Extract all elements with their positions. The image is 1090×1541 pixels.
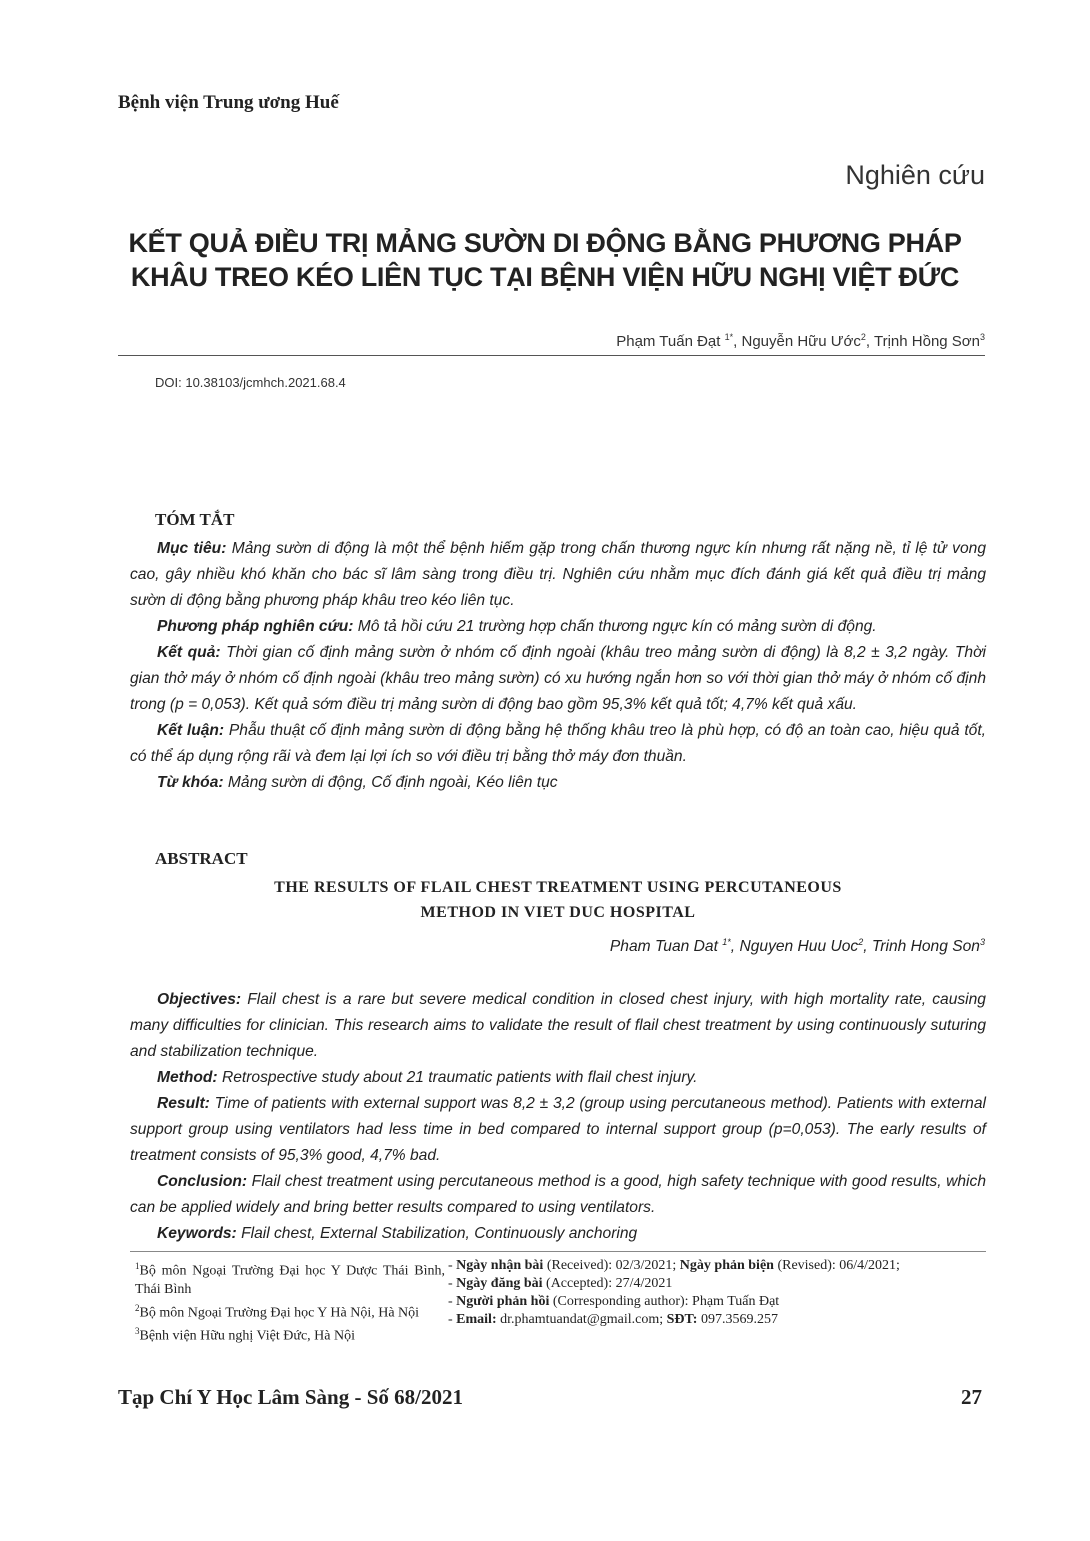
paragraph-label: Từ khóa:	[157, 774, 224, 791]
paragraph-text: Time of patients with external support was 8,2 ± 3,2 (group using percutaneous method). Patients with external support group using ventilators had less time in bed compared to internal support group (p=0,053). The early results of treatment consists of 95,3% good, 4,7% bad.	[130, 1095, 986, 1164]
author: Nguyễn Hữu Ước	[741, 333, 861, 350]
author: Phạm Tuấn Đạt	[616, 333, 721, 350]
paragraph-label: Keywords:	[157, 1225, 237, 1242]
paragraph-label: Phương pháp nghiên cứu:	[157, 618, 354, 635]
affiliation: $^2$Bộ môn Ngoại Trường Đại học Y Hà Nội, Hà Nội	[135, 1302, 420, 1321]
title-line: METHOD IN VIET DUC HOSPITAL	[420, 904, 696, 921]
paragraph-label: Method:	[157, 1069, 218, 1086]
affil-mark: 2	[858, 937, 864, 947]
en-abstract-body	[130, 987, 986, 1247]
vn-abstract-body	[130, 536, 986, 796]
author: Trinh Hong Son	[871, 938, 980, 956]
affil-mark: 1*	[724, 332, 734, 342]
english-title	[130, 875, 986, 925]
paragraph-text: Thời gian cố định mảng sườn ở nhóm cố định ngoài (khâu treo mảng sườn di động) là 8,2 ± 3,2 ngày. Thời gian thở máy ở nhóm cố định ngoài (khâu treo mảng sườn) có xu hướng ngắn hơn so với thời gian thở máy ở nhóm cố định trong (p = 0,053). Kết quả sớm điều trị mảng sườn di động bao gồm 95,3% kết quả tốt; 4,7% kết quả xấu.	[130, 644, 986, 713]
section-heading-en: ABSTRACT	[155, 849, 248, 868]
article-title	[100, 226, 990, 294]
paragraph-label: Objectives:	[157, 991, 242, 1008]
affiliations	[135, 1257, 445, 1346]
doi[interactable]: DOI: 10.38103/jcmhch.2021.68.4	[155, 375, 346, 390]
accepted-line: - Ngày đăng bài (Accepted): 27/4/2021	[448, 1276, 673, 1291]
paragraph-text: Phẫu thuật cố định mảng sườn di động bằng hệ thống khâu treo là phù hợp, có độ an toàn cao, hiệu quả tốt, có thể áp dụng rộng rãi và đem lại lợi ích so với điều trị bằng thở máy đơn thuần.	[130, 722, 987, 765]
section-heading-vn: TÓM TẮT	[155, 510, 235, 529]
paragraph-label: Mục tiêu:	[157, 540, 227, 557]
title-line: KẾT QUẢ ĐIỀU TRỊ MẢNG SƯỜN DI ĐỘNG BẰNG PHƯƠNG PHÁP	[128, 228, 962, 258]
divider	[118, 355, 985, 356]
affiliation: $^1$Bộ môn Ngoại Trường Đại học Y Dược Thái Bình, Thái Bình	[135, 1261, 445, 1297]
paragraph-text: Flail chest, External Stabilization, Continuously anchoring	[241, 1225, 638, 1242]
title-line: KHÂU TREO KÉO LIÊN TỤC TẠI BỆNH VIỆN HỮU NGHỊ VIỆT ĐỨC	[130, 262, 960, 292]
affil-mark: 3	[979, 332, 985, 342]
paragraph-label: Conclusion:	[157, 1173, 248, 1190]
corresponding-line: - Người phản hồi (Corresponding author): Phạm Tuấn Đạt	[448, 1294, 780, 1309]
paragraph-label: Result:	[157, 1095, 210, 1112]
contact-line: - Email: dr.phamtuandat@gmail.com; SĐT: 097.3569.257	[448, 1312, 778, 1327]
english-author-list: Pham Tuan Dat $^{1*}$, Nguyen Huu Uoc$^2$, Trinh Hong Son$^3$	[609, 937, 985, 956]
affil-mark: 2	[860, 332, 866, 342]
abstract-paragraph	[130, 1065, 986, 1091]
author-list: Phạm Tuấn Đạt $^{1*}$, Nguyễn Hữu Ước$^2$, Trịnh Hồng Sơn$^3$	[616, 332, 985, 350]
abstract-paragraph	[130, 614, 986, 640]
abstract-paragraph	[130, 1091, 986, 1169]
paragraph-text: Flail chest is a rare but severe medical condition in closed chest injury, with high mortality rate, causing many difficulties for clinician. This research aims to validate the result of flail chest treatment by using continuously suturing and stabilization technique.	[130, 991, 986, 1060]
abstract-paragraph	[130, 987, 986, 1065]
author: Pham Tuan Dat	[609, 938, 718, 956]
affil-mark: 3	[979, 937, 985, 947]
affil-mark: 1*	[722, 937, 731, 947]
page-number: 27	[961, 1385, 982, 1409]
affiliation: $^3$Bệnh viện Hữu nghị Việt Đức, Hà Nội	[135, 1326, 355, 1344]
paragraph-label: Kết quả:	[157, 644, 221, 661]
paragraph-text: Flail chest treatment using percutaneous method is a good, high safety technique with good results, which can be applied widely and bring better results compared to using ventilators.	[130, 1173, 986, 1216]
abstract-paragraph	[130, 770, 986, 796]
running-header: Bệnh viện Trung ương Huế	[118, 92, 339, 113]
footnote-divider	[130, 1251, 986, 1252]
article-type: Nghiên cứu	[845, 160, 985, 190]
author: Nguyen Huu Uoc	[739, 938, 859, 956]
abstract-paragraph	[130, 640, 986, 718]
paragraph-text: Retrospective study about 21 traumatic patients with flail chest injury.	[221, 1069, 698, 1086]
title-line: THE RESULTS OF FLAIL CHEST TREATMENT USING PERCUTANEOUS	[274, 879, 842, 896]
paragraph-label: Kết luận:	[157, 722, 225, 739]
footer-journal: Tạp Chí Y Học Lâm Sàng - Số 68/2021	[118, 1385, 463, 1409]
paragraph-text: Mảng sườn di động, Cố định ngoài, Kéo liên tục	[227, 774, 558, 791]
abstract-paragraph	[130, 1169, 986, 1221]
author: Trịnh Hồng Sơn	[873, 333, 980, 350]
received-line: - Ngày nhận bài (Received): 02/3/2021; Ngày phản biện (Revised): 06/4/2021;	[448, 1258, 900, 1273]
paragraph-text: Mô tả hồi cứu 21 trường hợp chấn thương ngực kín có mảng sườn di động.	[357, 618, 877, 635]
article-dates	[448, 1257, 988, 1329]
abstract-paragraph	[130, 1221, 986, 1247]
abstract-paragraph	[130, 536, 986, 614]
abstract-paragraph	[130, 718, 986, 770]
paragraph-text: Mảng sườn di động là một thể bệnh hiếm gặp trong chấn thương ngực kín nhưng rất nặng nề, tỉ lệ tử vong cao, gây nhiều khó khăn cho bác sĩ lâm sàng trong điều trị. Nghiên cứu nhằm mục đích đánh giá kết quả điều trị mảng sườn di động bằng phương pháp khâu treo kéo liên tục.	[130, 540, 986, 609]
